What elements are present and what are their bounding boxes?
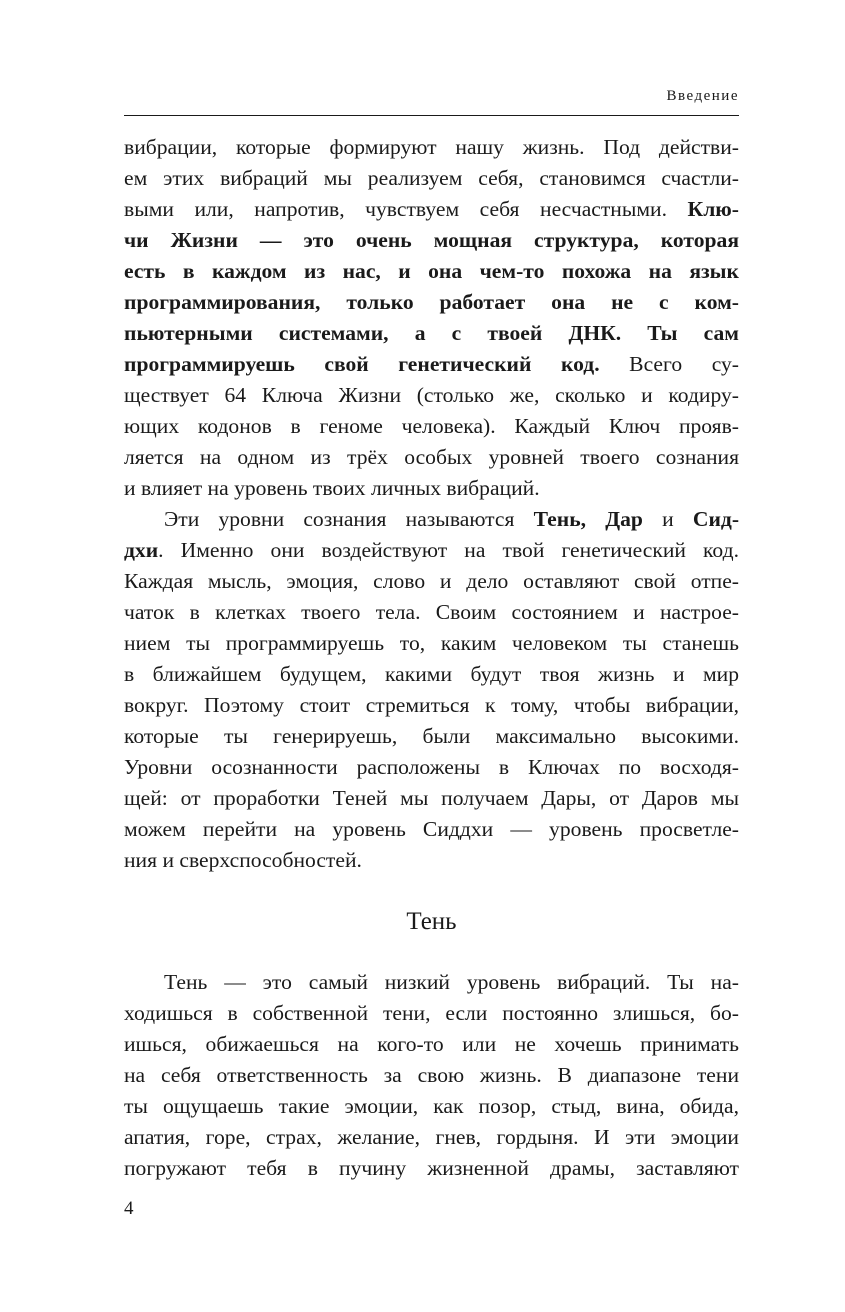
bold-text: Сид- xyxy=(692,507,740,531)
bold-text: пьютерными системами, а с твоей ДНК. Ты сам xyxy=(124,321,739,345)
paragraph-line xyxy=(124,504,739,535)
bold-text: чи Жизни — это очень мощная структура, которая xyxy=(124,228,739,252)
running-head: Введение xyxy=(666,88,739,104)
paragraph-line: ты ощущаешь такие эмоции, как позор, стыд, вина, обида, xyxy=(124,1094,739,1118)
paragraph-line: ходишься в собственной тени, если постоянно злишься, бо- xyxy=(124,1001,739,1025)
paragraph-line: можем перейти на уровень Сиддхи — уровень просветле- xyxy=(124,817,739,841)
paragraph-line: ем этих вибраций мы реализуем себя, становимся счастли- xyxy=(124,166,739,190)
paragraph-line: на себя ответственность за свою жизнь. В диапазоне тени xyxy=(124,1063,739,1087)
paragraph-line: Тень — это самый низкий уровень вибраций. Ты на- xyxy=(164,970,739,994)
paragraph-line: нием ты программируешь то, каким человеком ты станешь xyxy=(124,631,739,655)
bold-text: программируешь свой генетический код. xyxy=(124,352,600,376)
paragraph-line: чаток в клетках твоего тела. Своим состоянием и настрое- xyxy=(124,600,739,624)
text-run: . Именно они воздействуют на твой генетический код. xyxy=(158,538,739,562)
body-text xyxy=(124,132,739,876)
paragraph-line: в ближайшем будущем, какими будут твоя жизнь и мир xyxy=(124,662,739,686)
text-run: и xyxy=(642,507,693,531)
paragraph-line xyxy=(124,349,739,380)
paragraph-line: которые ты генерируешь, были максимально высокими. xyxy=(124,724,739,748)
paragraph-line: Уровни осознанности расположены в Ключах по восходя- xyxy=(124,755,739,779)
bold-text: дхи xyxy=(124,538,159,562)
text-run: Эти уровни сознания называются xyxy=(164,507,534,531)
paragraph-line xyxy=(124,318,739,349)
bold-text: Клю- xyxy=(687,197,739,221)
text-run: выми или, напротив, чувствуем себя несчастными. xyxy=(124,197,688,221)
paragraph-line: ишься, обижаешься на кого-то или не хочешь принимать xyxy=(124,1032,739,1056)
bold-text: есть в каждом из нас, и она чем-то похожа на язык xyxy=(124,259,739,283)
paragraph-line: ющих кодонов в геноме человека). Каждый Ключ прояв- xyxy=(124,414,739,438)
paragraph-line: ляется на одном из трёх особых уровней твоего сознания xyxy=(124,445,739,469)
bold-text: программирования, только работает она не с ком- xyxy=(124,290,739,314)
paragraph-line: Каждая мысль, эмоция, слово и дело оставляют свой отпе- xyxy=(124,569,739,593)
paragraph-line: вибрации, которые формируют нашу жизнь. Под действи- xyxy=(124,135,739,159)
paragraph-line: апатия, горе, страх, желание, гнев, гордыня. И эти эмоции xyxy=(124,1125,739,1149)
section-text xyxy=(124,967,739,1184)
paragraph-line xyxy=(124,287,739,318)
page-number: 4 xyxy=(124,1198,134,1219)
section-heading: Тень xyxy=(406,908,457,935)
bold-text: Тень, Дар xyxy=(533,507,643,531)
paragraph-line: погружают тебя в пучину жизненной драмы, заставляют xyxy=(124,1156,739,1180)
text-run: Всего су- xyxy=(599,352,739,376)
paragraph-line xyxy=(124,194,739,225)
paragraph-line: вокруг. Поэтому стоит стремиться к тому, чтобы вибрации, xyxy=(124,693,739,717)
paragraph-line xyxy=(124,225,739,256)
paragraph-line: ния и сверхспособностей. xyxy=(124,848,362,872)
paragraph-line: щей: от проработки Теней мы получаем Дары, от Даров мы xyxy=(124,786,739,810)
header-rule xyxy=(124,115,739,116)
paragraph-line xyxy=(124,256,739,287)
paragraph-line: ществует 64 Ключа Жизни (столько же, сколько и кодиру- xyxy=(124,383,739,407)
paragraph-line xyxy=(124,535,739,566)
paragraph-line: и влияет на уровень твоих личных вибраций. xyxy=(124,476,540,500)
